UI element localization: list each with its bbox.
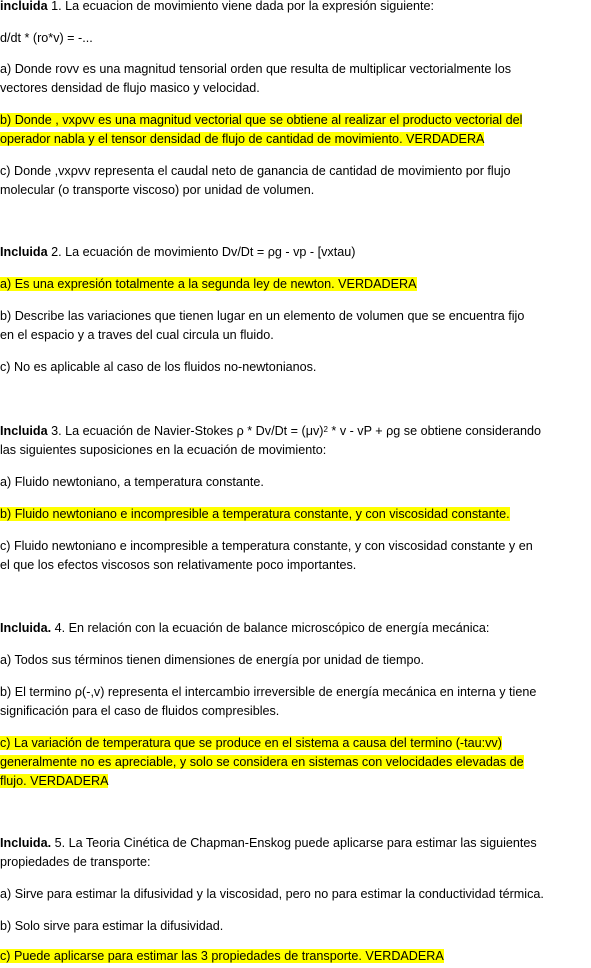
question-2-option-a-highlight: a) Es una expresión totalmente a la segunda ley de newton. VERDADERA bbox=[0, 277, 417, 291]
question-1-option-a-line-2: vectores densidad de flujo masico y velocidad. bbox=[0, 81, 260, 95]
question-1-option-c-line-2: molecular (o transporte viscoso) por unidad de volumen. bbox=[0, 183, 315, 197]
question-5-lead: Incluida. bbox=[0, 836, 52, 850]
question-4-option-c-highlight-1: c) La variación de temperatura que se produce en el sistema a causa del termino (-tau:vv) bbox=[0, 736, 502, 750]
question-3-option-b-line-1 bbox=[0, 505, 591, 524]
question-1-option-b-line-2 bbox=[0, 130, 591, 149]
question-1-option-b-line-1 bbox=[0, 111, 591, 130]
question-2-number: 2. bbox=[47, 245, 62, 259]
question-2-option-c-line-1: c) No es aplicable al caso de los fluidos no-newtonianos. bbox=[0, 360, 317, 374]
question-1-heading bbox=[0, 0, 591, 16]
question-1-option-b-highlight-2: operador nabla y el tensor densidad de flujo de cantidad de movimiento. VERDADERA bbox=[0, 132, 485, 146]
question-5-number: 5. bbox=[51, 836, 66, 850]
question-2-heading bbox=[0, 243, 591, 262]
question-1-text: La ecuacion de movimiento viene dada por la expresión siguiente: bbox=[61, 0, 435, 13]
question-5-option-c-highlight: c) Puede aplicarse para estimar las 3 propiedades de transporte. VERDADERA bbox=[0, 949, 444, 963]
question-3-heading-line-2: las siguientes suposiciones en la ecuación de movimiento: bbox=[0, 443, 327, 457]
question-4-option-c-line-3 bbox=[0, 772, 591, 791]
question-1-formula: d/dt * (ro*v) = -... bbox=[0, 31, 93, 45]
question-5-option-c-line-1 bbox=[0, 947, 591, 966]
question-3-option-c-line-2: el que los efectos viscosos son relativamente poco importantes. bbox=[0, 558, 357, 572]
question-1-lead: incluida bbox=[0, 0, 48, 13]
question-2-text: La ecuación de movimiento Dv/Dt = ρg - vp - [vxtau) bbox=[61, 245, 356, 259]
question-1-option-a-line-1: a) Donde rovv es una magnitud tensorial orden que resulta de multiplicar vectorialmente los bbox=[0, 62, 512, 76]
question-3-heading bbox=[0, 422, 591, 441]
question-2-option-a-line-1 bbox=[0, 275, 591, 294]
question-4-option-c-line-1 bbox=[0, 734, 591, 753]
question-5-option-b-line-1: b) Solo sirve para estimar la difusividad. bbox=[0, 919, 224, 933]
question-4-heading bbox=[0, 619, 591, 638]
question-4-number: 4. bbox=[51, 621, 66, 635]
question-1-option-c-line-1: c) Donde ,vxρvv representa el caudal neto de ganancia de cantidad de movimiento por flujo bbox=[0, 164, 511, 178]
question-3-option-a-line-1: a) Fluido newtoniano, a temperatura constante. bbox=[0, 475, 264, 489]
question-3-lead: Incluida bbox=[0, 424, 48, 438]
question-3-option-b-highlight: b) Fluido newtoniano e incompresible a temperatura constante, y con viscosidad constante. bbox=[0, 507, 510, 521]
question-4-lead: Incluida. bbox=[0, 621, 52, 635]
question-1-option-b-highlight-1: b) Donde , vxρvv es una magnitud vectorial que se obtiene al realizar el producto vectorial del bbox=[0, 113, 523, 127]
question-5-option-a-line-1: a) Sirve para estimar la difusividad y la viscosidad, pero no para estimar la conductividad térmica. bbox=[0, 887, 544, 901]
question-3-text-pre: La ecuación de Navier-Stokes ρ * Dv/Dt = (μv) bbox=[61, 424, 324, 438]
question-1-number: 1. bbox=[47, 0, 62, 13]
question-2-option-b-line-1: b) Describe las variaciones que tienen lugar en un elemento de volumen que se encuentra fijo bbox=[0, 309, 525, 323]
question-2-option-b-line-2: en el espacio y a traves del cual circula un fluido. bbox=[0, 328, 274, 342]
question-4-option-c-highlight-2: generalmente no es apreciable, y solo se considera en sistemas con velocidades elevadas de bbox=[0, 755, 524, 769]
question-4-option-a-line-1: a) Todos sus términos tienen dimensiones de energía por unidad de tiempo. bbox=[0, 653, 425, 667]
question-3-option-c-line-1: c) Fluido newtoniano e incompresible a temperatura constante, y con viscosidad constante y en bbox=[0, 539, 533, 553]
question-3-number: 3. bbox=[47, 424, 62, 438]
question-2-lead: Incluida bbox=[0, 245, 48, 259]
question-3-superscript: 2 bbox=[323, 425, 328, 434]
question-5-text: La Teoria Cinética de Chapman-Enskog puede aplicarse para estimar las siguientes bbox=[65, 836, 537, 850]
question-3-text-post: * v - vP + ρg se obtiene considerando bbox=[327, 424, 542, 438]
question-4-option-c-highlight-3: flujo. VERDADERA bbox=[0, 774, 109, 788]
question-5-heading bbox=[0, 834, 591, 853]
question-5-heading-line-2: propiedades de transporte: bbox=[0, 855, 151, 869]
question-4-option-b-line-1: b) El termino ρ(-,v) representa el intercambio irreversible de energía mecánica en interna y tiene bbox=[0, 685, 537, 699]
question-4-option-c-line-2 bbox=[0, 753, 591, 772]
question-4-option-b-line-2: significación para el caso de fluidos compresibles. bbox=[0, 704, 280, 718]
question-4-text: En relación con la ecuación de balance microscópico de energía mecánica: bbox=[65, 621, 490, 635]
